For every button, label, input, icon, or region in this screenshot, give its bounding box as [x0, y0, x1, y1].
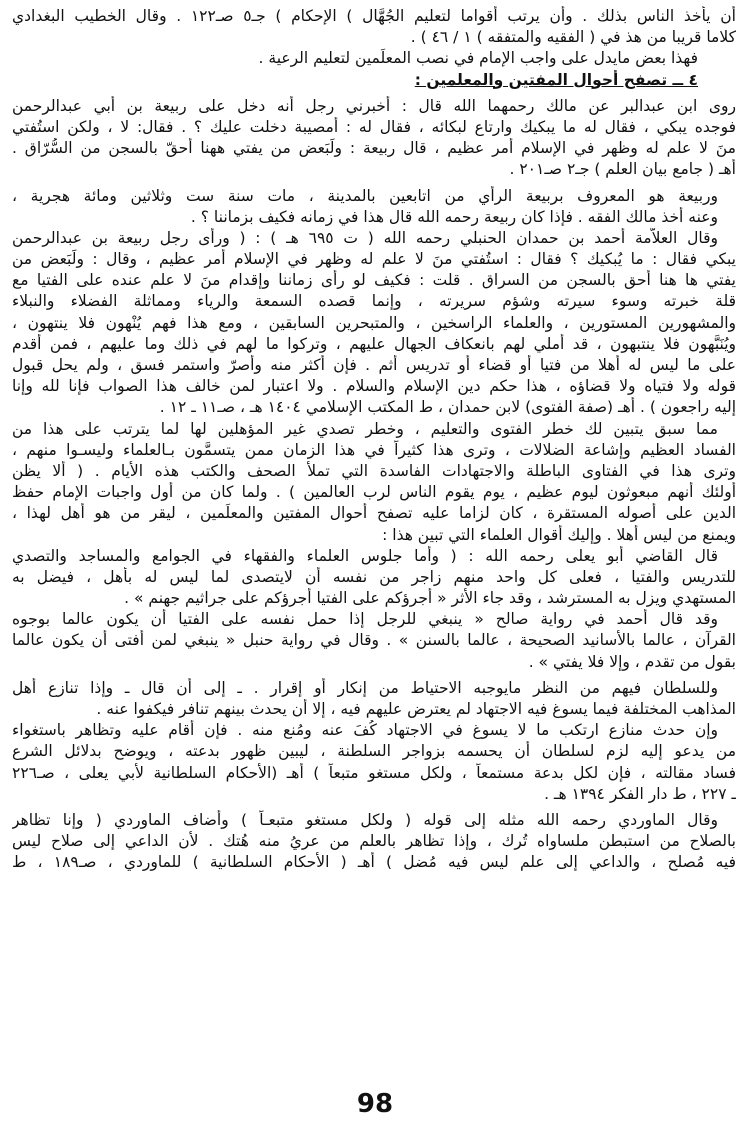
text-line: أولئك أنهم مبعوثون ليوم عظيم ، يوم يقوم الناس لرب العالمين ) . ولما كان من أول واجبات الإمام حفظ	[12, 483, 736, 502]
text-line: قال القاضي أبو يعلى رحمه الله : ( وأما جلوس العلماء والفقهاء في الجوامع والمساجد والتصدي	[12, 546, 718, 565]
text-line: يبكي فقال : ما يُبكيك ؟ فقال : استُفتي منَ لا علم له وظهر في الإسلام أمر عظيم ، وقال : ولَبَعض من	[12, 250, 736, 269]
text-line: كلاما قريبا من هذ في ( الفقيه والمتفقه ) ١ / ٤٦ ) .	[410, 28, 736, 47]
text-line: وللسلطان فيهم من النظر مايوجبه الاحتياط من إنكار أو إقرار . ـ إلى أن قال ـ وإذا تنازع أهل	[12, 678, 718, 697]
paragraph-6	[12, 419, 736, 546]
text-line: قلة خبرته وسوء سيرته وشؤم سريرته ، وإنما قصده السمعة والرياء ومماثلة الفضلاء والنبلاء	[12, 292, 736, 311]
paragraph-11	[12, 810, 736, 874]
text-line: وترى هذا في الفتاوى الباطلة والاجتهادات الفاسدة التي تملأ الصحف والكتب هذه الأيام . ( ألا يظن	[12, 461, 736, 480]
paragraph-10	[12, 720, 736, 805]
text-line: فيه مُصلح ، والداعي إلى علم ليس فيه مُضل ) أهـ ( الأحكام السلطانية ) للماوردي ، صـ١٨٩ ، ط	[12, 853, 736, 872]
paragraph-3	[12, 96, 736, 181]
text-line: ويمنع من ليس أهلا . وإليك أقوال العلماء التي تبين هذا :	[382, 525, 736, 544]
paragraph-5	[12, 228, 736, 419]
section-heading-text: ٤ ــ تصفح أحوال المفتين والمعلمين :	[414, 70, 698, 89]
text-line: يفتي ها هنا أحق بالسجن من السراق . قلت : فكيف لو رأى زماننا وإقدام منَ لا علم عنده على الفتيا مع	[12, 271, 736, 290]
text-line: قوله ولا فتياه ولا قضاؤه ، هذا حكم دين الإسلام والسلام . ولا اعتبار لمن خالف هذا الصواب فإنا لله وإنا	[12, 377, 736, 396]
text-line: للتدريس والفتيا ، فعلى كل واحد منهم زاجر من نفسه أن لايتصدى لما ليس له بأهل ، فيضل به	[12, 567, 736, 586]
text-line: منَ لا علم له وظهر في الإسلام أمر عظيم ، قال ربيعة : ولَبَعض من يفتي ههنا أحقّ بالسجن من السُّرّاق .	[12, 139, 736, 158]
text-line: المستهدي ويزل به المسترشد ، وقد جاء الأثر « أجرؤكم على الفتيا أجرؤكم على جراثيم جهنم » .	[124, 589, 736, 608]
text-line: المذاهب المختلفة فيما يسوغ فيه الاجتهاد لم يعترض عليهم فيه ، إلا أن يحدث بينهم تنافر فيكفوا عنه .	[96, 700, 736, 718]
text-line: فهذا بعض مايدل على واجب الإمام في نصب المعلِّمين لتعليم الرعية .	[258, 49, 698, 68]
paragraph-4	[12, 186, 736, 228]
text-line: مما سبق يتبين لك خطر الفتوى والتعليم ، وخطر تصدي غير المؤهلين لها لما يترتب على هذا من	[12, 419, 718, 438]
text-line: على ما ليس له أهلا من فتيا أو قضاء أو تدريس أثم . فإن أكثر منه وأصرّ واستمر فسق ، ولم يحل قبول	[12, 356, 736, 374]
text-line: فوجده يبكي ، فقال له ما يبكيك وارتاع لبكائه ، فقال له : أمصيبة دخلت عليك ؟ . فقال: لا ، ولكن استُفتي	[12, 117, 736, 136]
paragraph-7	[12, 546, 736, 610]
text-line: وقال الماوردي رحمه الله مثله إلى قوله ( ولكل مستغو متبعـاً ) وأضاف الماوردي ( وإنا تظاهر	[12, 810, 718, 829]
text-line: روى ابن عبدالبر عن مالك رحمهما الله قال : أخبرني رجل أنه دخل على ربيعة بن أبي عبدالرحمن	[12, 96, 736, 115]
section-heading	[12, 70, 736, 91]
text-line: وعنه أخذ مالك الفقه . فإذا كان ربيعة رحمه الله قال هذا في زمانه فكيف بزماننا ؟ .	[190, 207, 718, 226]
text-line: الدين على أصوله المستقرة ، كان لزاما عليه تصفح أحوال المفتين والمعلِّمين ، ليقر من هو أهل لهذا ،	[12, 504, 736, 523]
paragraph-8	[12, 609, 736, 673]
text-line: فساد مقالته ، فإن لكل بدعة مستمعاً ، ولكل مستغو متبعاً ) أهـ (الأحكام السلطانية لأبي يعلى ، صـ٢٢٦	[12, 763, 736, 782]
text-line: بقول من تقدم ، وإلا فلا يفتي » .	[528, 652, 736, 671]
text-line: الفساد العظيم وإشاعة الضلالات ، وترى هذا كثيراً في هذا الزمان ممن يتسمَّون بـالعلماء وليسـوا منهم ،	[12, 440, 736, 459]
text-line: القرآن ، عالما بالأسانيد الصحيحة ، عالما بالسنن » . وقال في رواية حنبل « ينبغي لمن أفتى أن يكون عالما	[12, 631, 736, 650]
text-line: وربيعة هو المعروف بربيعة الرأي من اتابعين بالمدينة ، مات سنة ست وثلاثين ومائة هجرية ،	[12, 186, 718, 205]
text-line: إليه راجعون ) . أهـ (صفة الفتوى) لابن حمدان ، ط المكتب الإسلامي ١٤٠٤ هـ ، صـ١١ ـ ١٢ .	[159, 398, 736, 417]
text-line: أن يأخذ الناس بذلك . وأن يرتب أقواما لتعليم الجُهَّال ) الإحكام ) جـ٥ صـ١٢٢ . وقال الخطيب البغدادي	[12, 7, 736, 25]
text-line: ويُنَبَّهون فلا ينتبهون ، قد أملي لهم بانعكاف الجهال عليهم ، وتركوا ما لهم في ذلك وما عليهم ، فمن أقدم	[12, 334, 736, 353]
text-line: بالصلاح من استبطن ملساواه تُرك ، وإذا تظاهر بالعلم من عريُ منه هُتك . لأن الداعي إلى صلاح ليس	[12, 832, 736, 851]
text-line: ـ ٢٢٧ ، ط دار الفكر ١٣٩٤ هـ .	[544, 784, 736, 803]
paragraph-2	[12, 48, 736, 69]
text-line: من يدعو إليه لزم لسلطان أن يحسمه بزواجر السلطنة ، ليبين ظهور بدعته ، ويوضح بدلائل الشرع	[12, 742, 736, 761]
page-number: 98	[356, 1089, 394, 1119]
text-line: وإن حدث منازع ارتكب ما لا يسوغ في الاجتهاد كُفَ عنه ومُنع منه . فإن أقام عليه وتظاهر باستغواء	[12, 721, 718, 740]
text-line: وقد قال أحمد في رواية صالح « ينبغي للرجل إذا حمل نفسه على الفتيا أن يكون عالما بوجوه	[12, 610, 718, 629]
text-line: أهـ ( جامع بيان العلم ) جـ٢ صـ٢٠١ .	[509, 160, 736, 179]
text-line: وقال العلاّمة أحمد بن حمدان الحنبلي رحمه الله ( ت ٦٩٥ هـ ) : ( ورأى رجل ربيعة بن عبدالرحمن	[12, 228, 718, 247]
text-line: والمشهورين المستورين ، والعلماء الراسخين ، والمتبحرين السابقين ، ومع هذا فهم يُنْهون فلا ينتهون ،	[12, 313, 736, 332]
paragraph-9	[12, 678, 736, 720]
paragraph-1	[12, 6, 736, 48]
